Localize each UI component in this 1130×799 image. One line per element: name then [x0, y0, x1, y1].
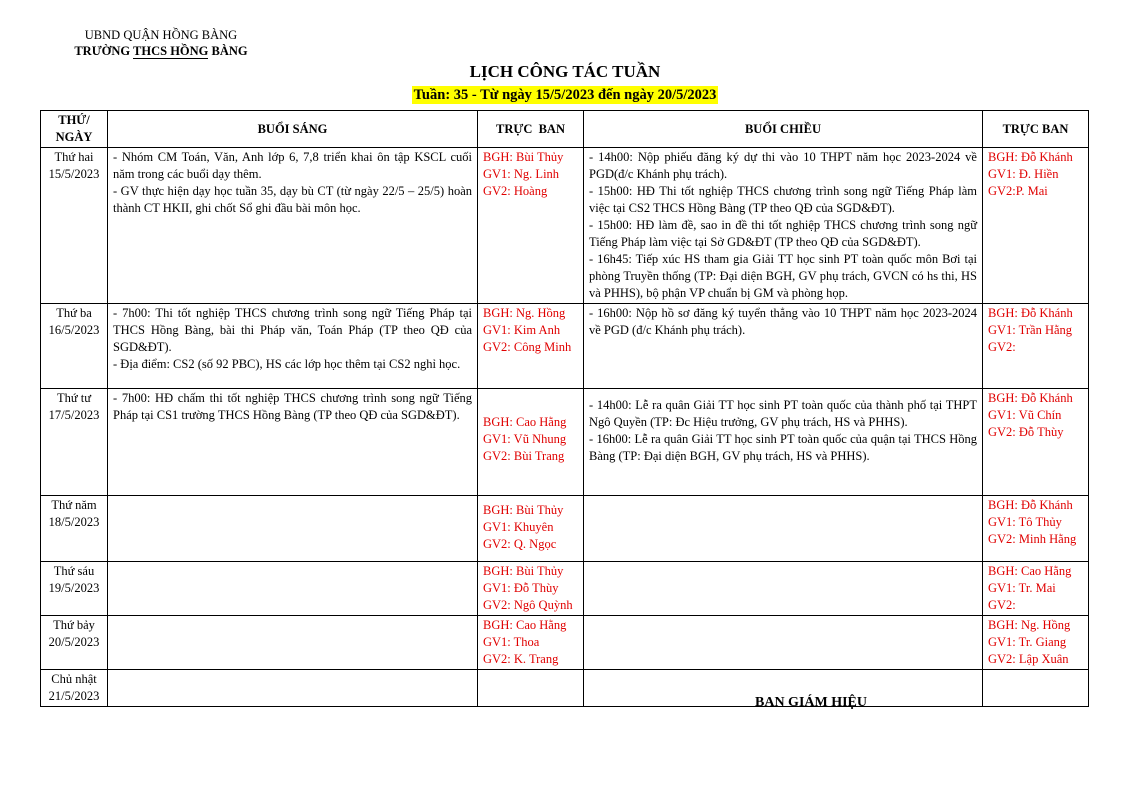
afternoon-duty-cell — [983, 148, 1089, 304]
duty-entry: GV1: Khuyên — [483, 520, 554, 534]
day-name: Thứ sáu — [53, 564, 95, 578]
duty-entry: GV2: Công Minh — [483, 340, 572, 354]
header-row — [41, 111, 1089, 148]
subtitle-wrap — [0, 86, 1130, 104]
afternoon-duty-cell — [983, 670, 1089, 707]
duty-entry: BGH: Đỗ Khánh — [988, 498, 1073, 512]
schedule-item: - Nhóm CM Toán, Văn, Anh lớp 6, 7,8 triển khai ôn tập KSCL cuối năm trong các buổi dạy thêm. — [113, 150, 472, 181]
afternoon-duty-cell — [983, 304, 1089, 389]
morning-duty-cell — [478, 389, 584, 496]
afternoon-cell — [584, 389, 983, 496]
duty-entry: GV2: Hoàng — [483, 184, 548, 198]
duty-entry: BGH: Ng. Hồng — [483, 306, 566, 320]
schedule-item: - 16h00: Lễ ra quân Giải TT học sinh PT toàn quốc của quận tại THCS Hồng Bàng (TP: Đại diện BGH, GV phụ trách, HS và PHHS). — [589, 432, 977, 463]
day-date: 20/5/2023 — [48, 635, 100, 649]
duty-entry: GV1: Vũ Nhung — [483, 432, 567, 446]
org-name: UBND QUẬN HỒNG BÀNG — [84, 28, 238, 42]
table-row — [41, 148, 1089, 304]
schedule-body — [41, 148, 1089, 707]
schedule-item: - 14h00: Lễ ra quân Giải TT học sinh PT toàn quốc của thành phố tại THPT Ngô Quyền (TP: Đc Hiệu trưởng, GV phụ trách, HS và PHHS). — [589, 398, 977, 429]
afternoon-duty-cell — [983, 389, 1089, 496]
morning-cell — [108, 670, 478, 707]
duty-entry: BGH: Cao Hằng — [988, 564, 1072, 578]
day-date: 17/5/2023 — [48, 408, 100, 422]
duty-entry: GV2: Minh Hằng — [988, 532, 1077, 546]
schedule-item: - 15h00: HĐ làm đề, sao in đề thi tốt nghiệp THCS chương trình song ngữ Tiếng Pháp làm việc tại Sở GD&ĐT (TP theo QĐ của SGD&ĐT). — [589, 218, 977, 249]
header-morning: BUỔI SÁNG — [108, 111, 478, 148]
morning-cell — [108, 616, 478, 670]
signature-label: BAN GIÁM HIỆU — [755, 695, 868, 710]
afternoon-duty-cell — [983, 562, 1089, 616]
duty-entry: GV1: Tr. Giang — [988, 635, 1067, 649]
duty-entry: GV2: Đỗ Thùy — [988, 425, 1064, 439]
day-date: 18/5/2023 — [48, 515, 100, 529]
day-cell — [41, 304, 108, 389]
day-name: Thứ năm — [51, 498, 97, 512]
school-name — [66, 43, 256, 59]
document-header — [66, 27, 256, 59]
day-name: Thứ ba — [56, 306, 92, 320]
duty-entry: GV2:P. Mai — [988, 184, 1048, 198]
duty-entry: BGH: Ng. Hồng — [988, 618, 1071, 632]
school-prefix: TRƯỜNG — [74, 44, 134, 58]
schedule-item: - 7h00: Thi tốt nghiệp THCS chương trình song ngữ Tiếng Pháp tại THCS Hồng Bàng, bài thi Pháp văn, Toán Pháp (TP theo QĐ của SGD&ĐT). — [113, 306, 472, 354]
morning-cell — [108, 304, 478, 389]
morning-duty-cell — [478, 670, 584, 707]
duty-entry: GV1: Đ. Hiền — [988, 167, 1059, 181]
duty-entry: GV1: Tô Thủy — [988, 515, 1062, 529]
duty-entry: GV2: Ngô Quỳnh — [483, 598, 573, 612]
morning-duty-cell — [478, 148, 584, 304]
afternoon-cell — [584, 148, 983, 304]
table-row — [41, 562, 1089, 616]
duty-entry: GV1: Vũ Chín — [988, 408, 1062, 422]
schedule-item: - 7h00: HĐ chấm thi tốt nghiệp THCS chương trình song ngữ Tiếng Pháp tại CS1 trường THCS Hồng Bàng (TP theo QĐ của SGD&ĐT). — [113, 391, 472, 422]
duty-entry: BGH: Bùi Thủy — [483, 503, 564, 517]
duty-entry: GV2: K. Trang — [483, 652, 559, 666]
table-row — [41, 389, 1089, 496]
day-date: 16/5/2023 — [48, 323, 100, 337]
day-name: Chủ nhật — [51, 672, 97, 686]
duty-entry: GV2: Bùi Trang — [483, 449, 565, 463]
duty-entry: BGH: Cao Hằng — [483, 415, 567, 429]
day-cell — [41, 562, 108, 616]
afternoon-cell — [584, 496, 983, 562]
schedule-item: - 16h00: Nộp hồ sơ đăng ký tuyển thẳng vào 10 THPT năm học 2023-2024 về PGD (đ/c Khánh phụ trách). — [589, 306, 977, 337]
header-day: THỨ/ NGÀY — [41, 111, 108, 148]
day-cell — [41, 670, 108, 707]
duty-entry: GV2: — [988, 598, 1016, 612]
day-name: Thứ tư — [56, 391, 92, 405]
schedule-item: - GV thực hiện dạy học tuần 35, dạy bù CT (từ ngày 22/5 – 25/5) hoàn thành CT HKII, ghi chốt Sổ ghi đầu bài môn học. — [113, 184, 472, 215]
day-cell — [41, 616, 108, 670]
header-duty-afternoon: TRỰC BAN — [983, 111, 1089, 148]
header-afternoon: BUỔI CHIỀU — [584, 111, 983, 148]
day-cell — [41, 389, 108, 496]
day-date: 21/5/2023 — [48, 689, 100, 703]
morning-cell — [108, 562, 478, 616]
morning-cell — [108, 389, 478, 496]
page-title: LỊCH CÔNG TÁC TUẦN — [469, 62, 661, 81]
afternoon-cell — [584, 562, 983, 616]
schedule-item: - 15h00: HĐ Thi tốt nghiệp THCS chương trình song ngữ Tiếng Pháp làm việc tại CS2 THCS Hồng Bàng (TP theo QĐ của SGD&ĐT). — [589, 184, 977, 215]
duty-entry: GV2: — [988, 340, 1016, 354]
morning-duty-cell — [478, 616, 584, 670]
day-cell — [41, 148, 108, 304]
duty-entry: BGH: Đỗ Khánh — [988, 391, 1073, 405]
schedule-item: - Địa điểm: CS2 (số 92 PBC), HS các lớp học thêm tại CS2 nghỉ học. — [113, 357, 461, 371]
afternoon-cell — [584, 304, 983, 389]
table-row — [41, 670, 1089, 707]
header-duty-morning: TRỰC BAN — [478, 111, 584, 148]
duty-entry: BGH: Bùi Thủy — [483, 150, 564, 164]
duty-entry: BGH: Đỗ Khánh — [988, 306, 1073, 320]
duty-entry: GV1: Trần Hằng — [988, 323, 1073, 337]
schedule-table — [40, 110, 1089, 707]
afternoon-duty-cell — [983, 496, 1089, 562]
duty-entry: BGH: Bùi Thủy — [483, 564, 564, 578]
school-underlined: THCS HỒNG — [133, 44, 209, 58]
duty-entry: GV1: Ng. Linh — [483, 167, 560, 181]
morning-duty-cell — [478, 496, 584, 562]
day-date: 19/5/2023 — [48, 581, 100, 595]
duty-entry: BGH: Đỗ Khánh — [988, 150, 1073, 164]
duty-entry: GV1: Thoa — [483, 635, 540, 649]
duty-entry: GV1: Tr. Mai — [988, 581, 1056, 595]
duty-entry: GV1: Kim Anh — [483, 323, 561, 337]
afternoon-cell — [584, 616, 983, 670]
table-row — [41, 304, 1089, 389]
duty-entry: GV2: Q. Ngọc — [483, 537, 557, 551]
day-date: 15/5/2023 — [48, 167, 100, 181]
afternoon-duty-cell — [983, 616, 1089, 670]
week-subtitle: Tuần: 35 - Từ ngày 15/5/2023 đến ngày 20/5/2023 — [413, 87, 717, 103]
morning-cell — [108, 496, 478, 562]
schedule-item: - 14h00: Nộp phiếu đăng ký dự thi vào 10 THPT năm học 2023-2024 về PGD(đ/c Khánh phụ trách). — [589, 150, 977, 181]
day-name: Thứ hai — [54, 150, 94, 164]
table-row — [41, 496, 1089, 562]
school-suffix: BÀNG — [208, 44, 248, 58]
duty-entry: BGH: Cao Hằng — [483, 618, 567, 632]
day-cell — [41, 496, 108, 562]
morning-duty-cell — [478, 562, 584, 616]
morning-cell — [108, 148, 478, 304]
duty-entry: GV2: Lập Xuân — [988, 652, 1069, 666]
duty-entry: GV1: Đỗ Thùy — [483, 581, 559, 595]
day-name: Thứ bảy — [53, 618, 95, 632]
table-row — [41, 616, 1089, 670]
schedule-item: - 16h45: Tiếp xúc HS tham gia Giải TT học sinh PT toàn quốc môn Bơi tại phòng Truyền thống (TP: Đại diện BGH, GV phụ trách, GVCN có hs thi, HS và PHHS), bộ phận VP chuẩn bị GM và phòng họp. — [589, 252, 977, 300]
morning-duty-cell — [478, 304, 584, 389]
